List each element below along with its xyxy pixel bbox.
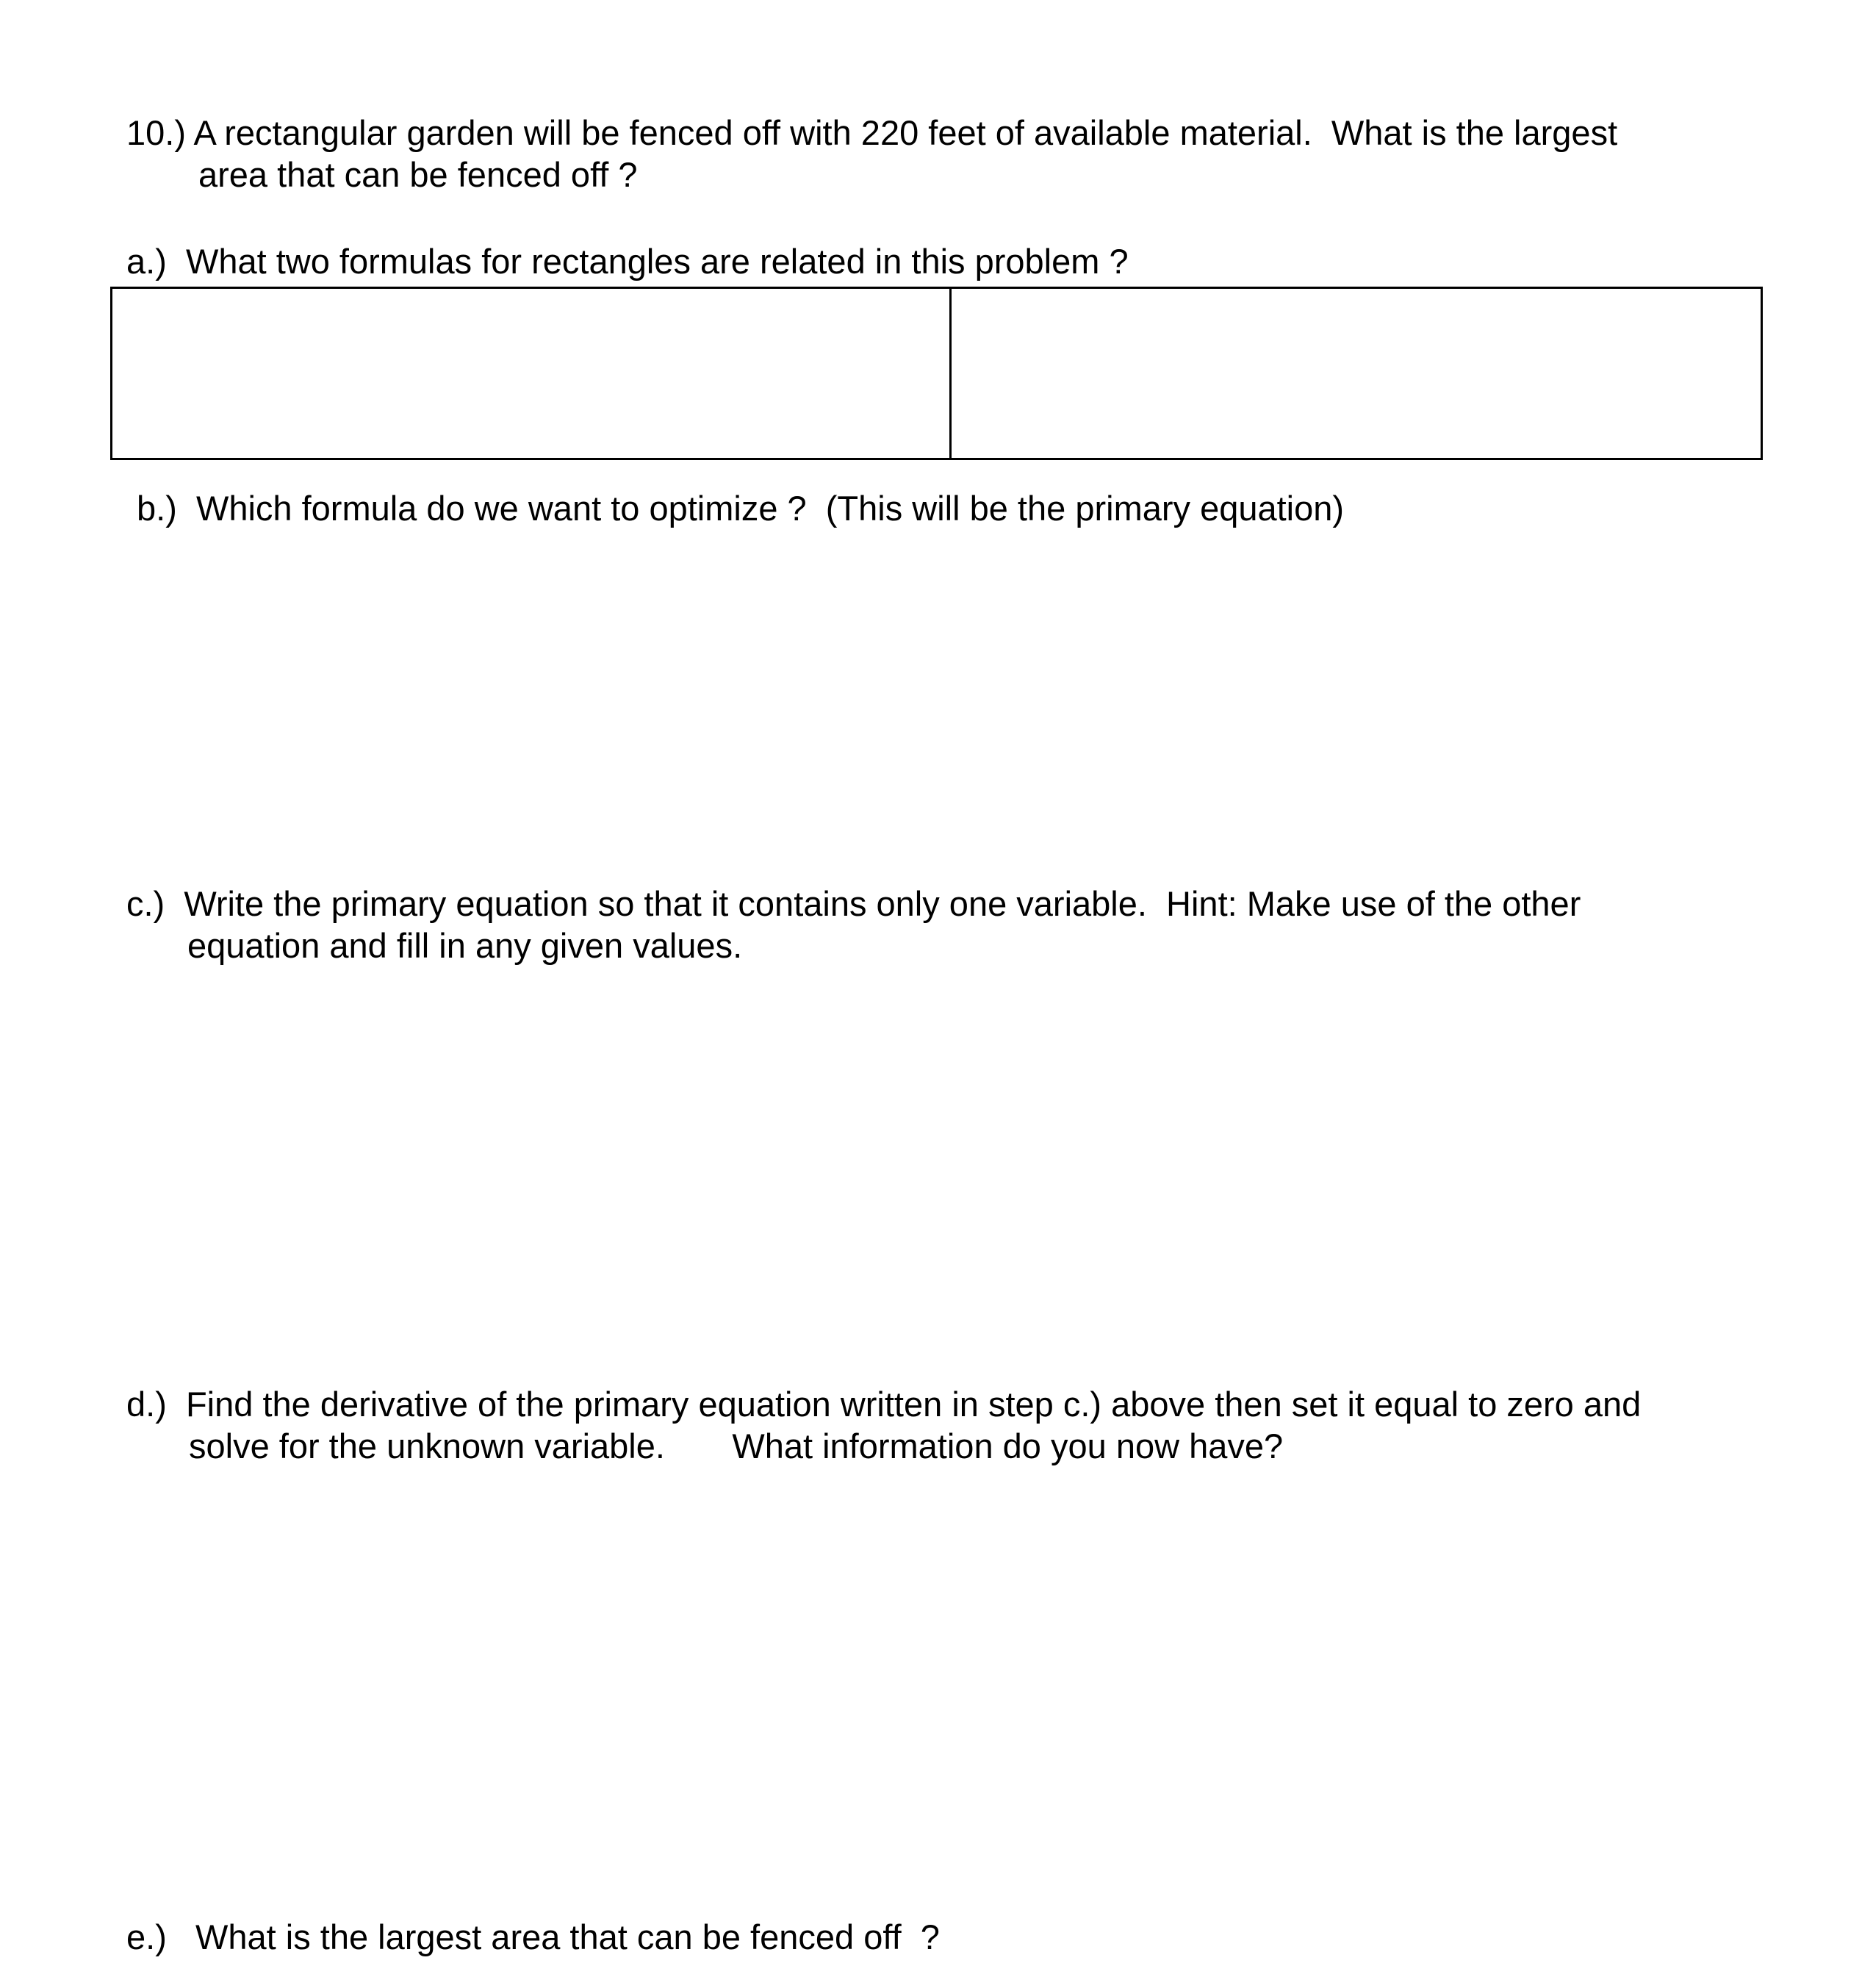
problem-statement-line-1: 10.) A rectangular garden will be fenced off with 220 feet of available material. What is the largest <box>126 113 1618 152</box>
formula-answer-table <box>110 287 1763 460</box>
part-b-answer-space[interactable] <box>110 537 1763 875</box>
part-c-answer-space[interactable] <box>110 974 1763 1371</box>
problem-statement-line-2: area that can be fenced off ? <box>198 155 638 194</box>
part-d-question-line-1: d.) Find the derivative of the primary equation written in step c.) above then set it equal to zero and <box>126 1385 1642 1424</box>
part-d-question-line-2: solve for the unknown variable. What information do you now have? <box>189 1427 1284 1465</box>
part-d-answer-space[interactable] <box>110 1477 1763 1911</box>
part-c-question-line-2: equation and fill in any given values. <box>187 926 743 965</box>
formula-answer-cell-2[interactable] <box>952 289 1761 458</box>
part-b-question: b.) Which formula do we want to optimize ? (This will be the primary equation) <box>137 489 1345 528</box>
part-e-question: e.) What is the largest area that can be fenced off ? <box>126 1917 940 1956</box>
formula-answer-cell-1[interactable] <box>112 289 952 458</box>
part-a-question: a.) What two formulas for rectangles are related in this problem ? <box>126 242 1129 281</box>
part-c-question-line-1: c.) Write the primary equation so that it contains only one variable. Hint: Make use of the other <box>126 884 1581 923</box>
